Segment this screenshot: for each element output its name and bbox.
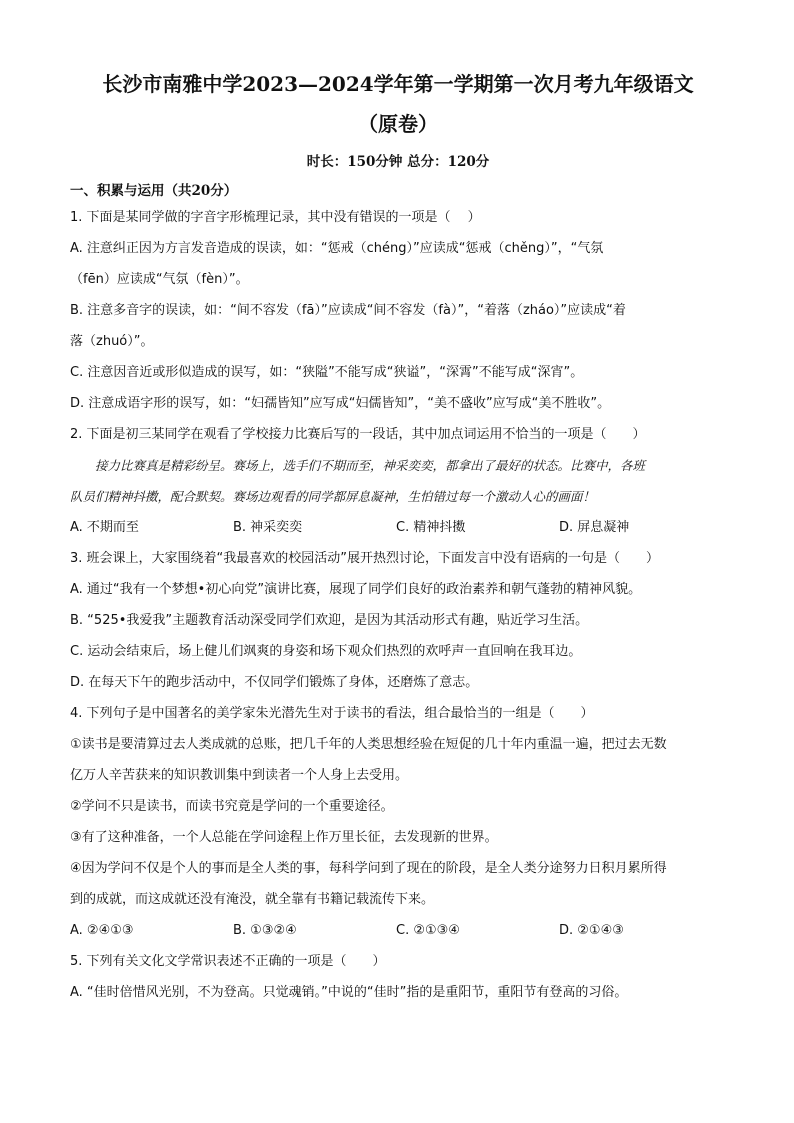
option-a-continued: （fēn）应读成“气氛（fèn）”。 <box>70 272 249 287</box>
option-b: B. 注意多音字的误读，如：“间不容发（fā）”应读成“间不容发（fà）”，“着落（zháo）”应读成“着 <box>70 303 626 318</box>
option-a: A. ②④①③ <box>70 923 134 938</box>
exam-title: 长沙市南雅中学2023—2024学年第一学期第一次月考九年级语文 <box>102 72 694 96</box>
sentence-1-continued: 亿万人辛苦获来的知识教训集中到读者一个人身上去受用。 <box>70 768 409 783</box>
question-3 <box>70 543 726 698</box>
sentence-4-continued: 到的成就，而这成就还没有淹没，就全靠有书籍记载流传下来。 <box>70 892 435 907</box>
option-d: D. ②①④③ <box>559 923 624 938</box>
question-5 <box>70 946 726 1008</box>
exam-meta: 时长：150分钟 总分：120分 <box>306 154 490 170</box>
option-b: B. “525•我爱我”主题教育活动深受同学们欢迎，是因为其活动形式有趣，贴近学习生活。 <box>70 613 589 628</box>
passage-line: 队员们精神抖擞，配合默契。赛场边观看的同学都屏息凝神，生怕错过每一个激动人心的画面！ <box>70 489 596 504</box>
option-c: C. 运动会结束后，场上健儿们飒爽的身姿和场下观众们热烈的欢呼声一直回响在我耳边。 <box>70 644 582 659</box>
option-row <box>70 512 726 543</box>
sentence-4: ④因为学问不仅是个人的事而是全人类的事，每科学问到了现在的阶段，是全人类分途努力日积月累所得 <box>70 861 667 876</box>
option-c: C. 注意因音近或形似造成的误写，如：“狭隘”不能写成“狭谥”，“深霄”不能写成“深宵”。 <box>70 365 584 380</box>
option-a: A. “佳时倍惜风光别，不为登高。只觉魂销。”中说的“佳时”指的是重阳节，重阳节有登高的习俗。 <box>70 985 628 1000</box>
option-d: D. 在每天下午的跑步活动中，不仅同学们锻炼了身体，还磨炼了意志。 <box>70 675 479 690</box>
sentence-2: ②学问不只是读书，而读书究竟是学问的一个重要途径。 <box>70 799 394 814</box>
option-a: A. 不期而至 <box>70 520 139 535</box>
option-row <box>70 915 726 946</box>
sentence-3: ③有了这种准备，一个人总能在学问途程上作万里长征，去发现新的世界。 <box>70 830 498 845</box>
option-b-continued: 落（zhuó）”。 <box>70 334 154 349</box>
option-a: A. 通过“我有一个梦想•初心向党”演讲比赛，展现了同学们良好的政治素养和朝气蓬勃的精神风貌。 <box>70 582 642 597</box>
passage-line: 接力比赛真是精彩纷呈。赛场上，选手们不期而至，神采奕奕，都拿出了最好的状态。比赛中，各班 <box>70 458 646 473</box>
question-stem: 1. 下面是某同学做的字音字形梳理记录，其中没有错误的一项是（ ） <box>70 210 481 225</box>
option-b: B. ①③②④ <box>233 923 297 938</box>
question-1 <box>70 202 726 419</box>
sentence-1: ①读书是要清算过去人类成就的总账，把几千年的人类思想经验在短促的几十年内重温一遍，把过去无数 <box>70 737 667 752</box>
question-stem: 4. 下列句子是中国著名的美学家朱光潜先生对于读书的看法，组合最恰当的一组是（ ） <box>70 706 594 721</box>
option-c: C. 精神抖擞 <box>396 520 466 535</box>
option-d: D. 屏息凝神 <box>559 520 630 535</box>
option-b: B. 神采奕奕 <box>233 520 303 535</box>
section-heading: 一、积累与运用（共20分） <box>70 183 238 199</box>
exam-subtitle: （原卷） <box>358 112 438 136</box>
question-2 <box>70 419 726 543</box>
question-4 <box>70 698 726 946</box>
question-stem: 2. 下面是初三某同学在观看了学校接力比赛后写的一段话，其中加点词运用不恰当的一项是（ ） <box>70 427 646 442</box>
option-a: A. 注意纠正因为方言发音造成的误读，如：“惩戒（chéng）”应读成“惩戒（chěng）”，“气氛 <box>70 241 604 256</box>
question-stem: 5. 下列有关文化文学常识表述不正确的一项是（ ） <box>70 954 386 969</box>
option-c: C. ②①③④ <box>396 923 460 938</box>
option-d: D. 注意成语字形的误写，如：“妇孺皆知”应写成“妇儒皆知”，“美不盛收”应写成“美不胜收”。 <box>70 396 611 411</box>
question-stem: 3. 班会课上，大家围绕着“我最喜欢的校园活动”展开热烈讨论，下面发言中没有语病的一句是（ ） <box>70 551 660 566</box>
